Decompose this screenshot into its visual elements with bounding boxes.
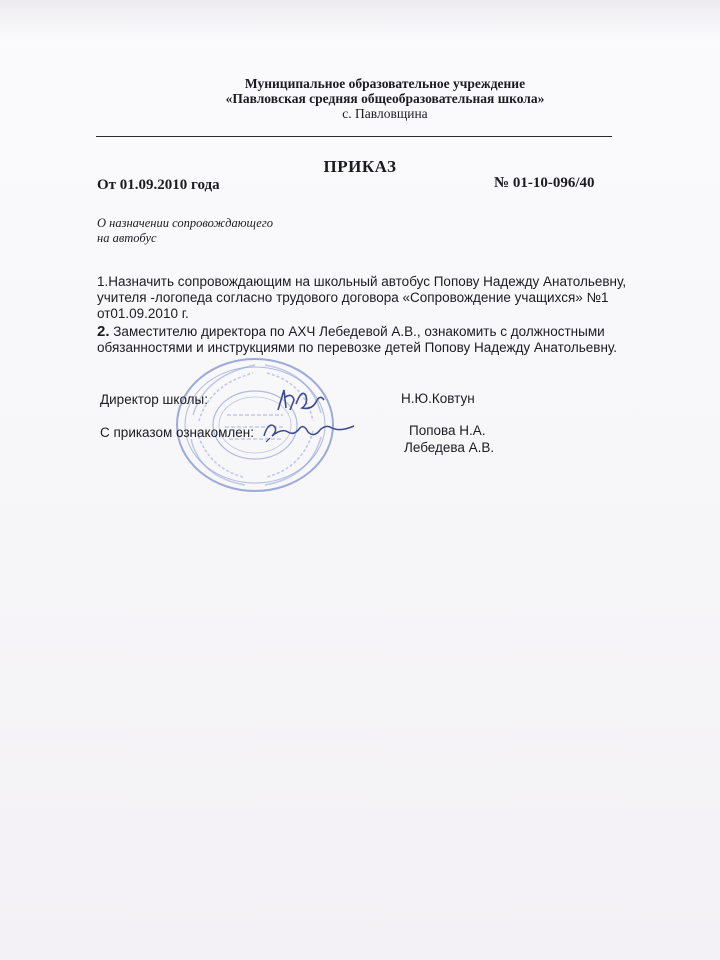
- institution-header: [150, 76, 620, 121]
- director-label: Директор школы:: [100, 392, 208, 407]
- paragraph-2: [97, 324, 637, 356]
- acquainted-name-2: Лебедева А.В.: [404, 440, 495, 455]
- order-subject: [97, 216, 273, 246]
- paragraph-1-line-3: от01.09.2010 г.: [97, 306, 189, 321]
- director-name: Н.Ю.Ковтун: [401, 391, 475, 406]
- director-signature-icon: [272, 382, 332, 416]
- institution-name: «Павловская средняя общеобразовательная школа»: [225, 91, 545, 106]
- header-divider: [96, 136, 612, 137]
- paragraph-2-line-1-text: Заместителю директора по АХЧ Лебедевой А.В., ознакомить с должностными: [113, 324, 605, 339]
- order-date: От 01.09.2010 года: [97, 177, 220, 193]
- institution-location: с. Павловщина: [342, 106, 428, 121]
- order-number: № 01-10-096/40: [494, 175, 595, 191]
- acquainted-label: С приказом ознакомлен:: [100, 425, 254, 440]
- order-body: [97, 274, 637, 356]
- institution-type: Муниципальное образовательное учреждение: [244, 76, 526, 91]
- paragraph-2-line-1: [97, 324, 637, 340]
- scan-shadow: [0, 0, 720, 40]
- subject-line-2: на автобус: [97, 231, 157, 245]
- paragraph-2-number: 2.: [97, 323, 110, 340]
- paragraph-1: [97, 274, 637, 322]
- subject-line-1: О назначении сопровождающего: [97, 216, 273, 230]
- acquainted-signature-icon: [260, 416, 356, 444]
- paragraph-1-line-2: учителя -логопеда согласно трудового договора «Сопровождение учащихся» №1: [97, 290, 609, 305]
- acquainted-name-1: Попова Н.А.: [409, 423, 486, 438]
- paragraph-2-line-2: обязанностями и инструкциями по перевозке детей Попову Надежду Анатольевну.: [97, 340, 618, 355]
- paragraph-1-line-1: 1.Назначить сопровождающим на школьный автобус Попову Надежду Анатольевну,: [97, 274, 627, 289]
- document-title: ПРИКАЗ: [323, 157, 397, 176]
